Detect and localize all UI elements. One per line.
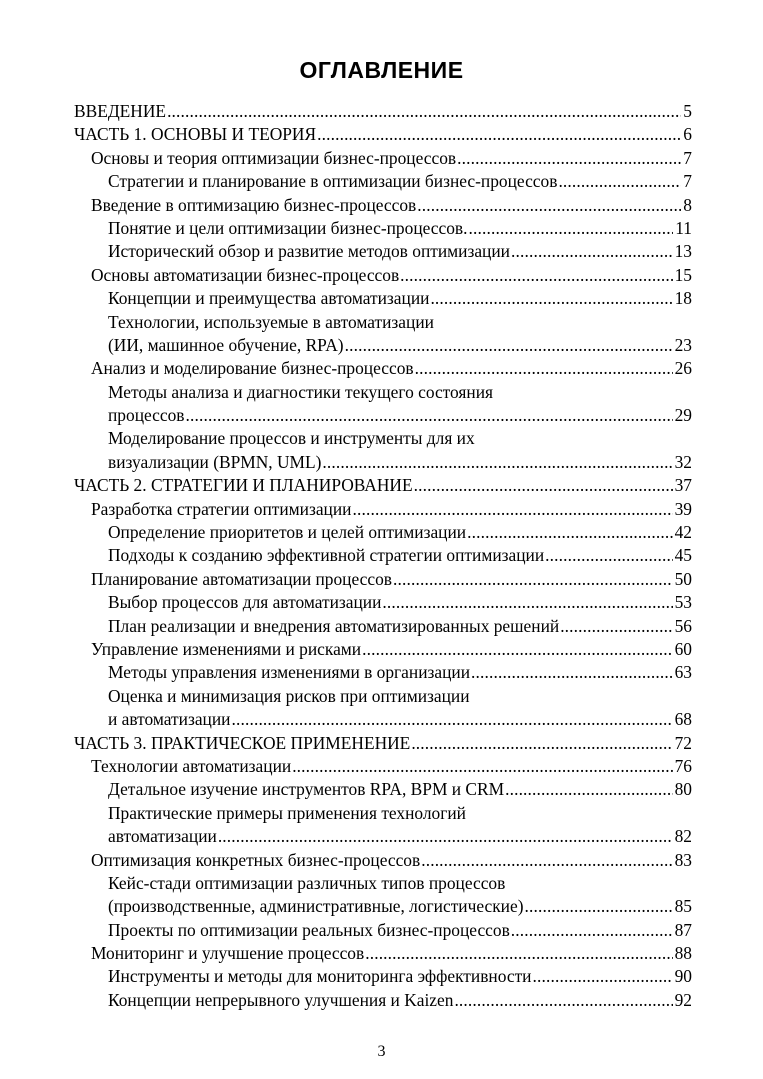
- toc-entry-lead: Кейс-стади оптимизации различных типов процессов: [108, 872, 506, 893]
- toc-entry-title: Основы и теория оптимизации бизнес-процессов: [91, 147, 457, 168]
- toc-entry[interactable]: [74, 989, 692, 1012]
- dot-leader: [317, 123, 681, 146]
- toc-entry-title: Технологии автоматизации: [91, 755, 292, 776]
- dot-leader: [511, 919, 673, 942]
- toc-entry-page: 90: [674, 966, 692, 987]
- toc-entry[interactable]: [74, 123, 692, 146]
- dot-leader: [322, 451, 672, 474]
- toc-entry-title: ВВЕДЕНИЕ: [74, 101, 167, 121]
- dot-leader: [533, 965, 673, 988]
- toc-entry-title: визуализации (BPMN, UML): [108, 451, 322, 472]
- dot-leader: [365, 942, 672, 965]
- dot-leader: [421, 849, 672, 872]
- toc-entry-title: Инструменты и методы для мониторинга эффективности: [108, 966, 532, 987]
- toc-entry-title: Введение в оптимизацию бизнес-процессов: [91, 194, 417, 215]
- dot-leader: [454, 989, 672, 1012]
- toc-entry-title: автоматизации: [108, 826, 217, 847]
- toc-entry[interactable]: [74, 287, 692, 310]
- toc-entry[interactable]: [74, 778, 692, 801]
- dot-leader: [457, 147, 681, 170]
- toc-entry-page: 7: [683, 147, 692, 168]
- toc-entry-page: 37: [674, 475, 692, 496]
- toc-entry-title: и автоматизации: [108, 709, 231, 730]
- toc-entry-title: Исторический обзор и развитие методов оптимизации: [108, 241, 510, 262]
- toc-entry[interactable]: [74, 474, 692, 497]
- dot-leader: [560, 615, 672, 638]
- toc-entry-page: 56: [674, 615, 692, 636]
- toc-entry-page: 6: [683, 124, 692, 145]
- toc-entry-page: 76: [674, 755, 692, 776]
- toc-entry-page: 50: [674, 568, 692, 589]
- dot-leader: [186, 404, 673, 427]
- toc-entry-page: 92: [674, 989, 692, 1010]
- page-title: ОГЛАВЛЕНИЕ: [299, 57, 464, 83]
- toc-entry-title: ЧАСТЬ 3. ПРАКТИЧЕСКОЕ ПРИМЕНЕНИЕ: [74, 732, 411, 753]
- dot-leader: [411, 732, 672, 755]
- toc-entry[interactable]: [74, 147, 692, 170]
- toc-entry-title: процессов: [108, 405, 185, 426]
- toc-entry-page: 29: [674, 405, 692, 426]
- toc-entry-title: Понятие и цели оптимизации бизнес-процессов.: [108, 217, 468, 238]
- toc-entry-title: Выбор процессов для автоматизации: [108, 592, 382, 613]
- table-of-contents: [74, 100, 692, 1012]
- dot-leader: [414, 474, 673, 497]
- toc-entry[interactable]: [74, 100, 692, 123]
- toc-entry-page: 83: [674, 849, 692, 870]
- toc-entry-lead: Оценка и минимизация рисков при оптимизации: [108, 685, 470, 706]
- toc-entry[interactable]: [74, 755, 692, 778]
- toc-entry[interactable]: [74, 895, 692, 918]
- toc-entry-title: Подходы к созданию эффективной стратегии оптимизации: [108, 545, 545, 566]
- dot-leader: [430, 287, 672, 310]
- toc-entry-title: Определение приоритетов и целей оптимизации: [108, 522, 467, 543]
- dot-leader: [511, 240, 673, 263]
- toc-entry-page: 5: [683, 101, 692, 121]
- toc-entry[interactable]: [74, 591, 692, 614]
- dot-leader: [362, 638, 673, 661]
- toc-entry-page: 82: [674, 826, 692, 847]
- toc-entry-lead: Моделирование процессов и инструменты для их: [108, 428, 475, 449]
- toc-entry-page: 87: [674, 919, 692, 940]
- dot-leader: [400, 264, 672, 287]
- dot-leader: [525, 895, 673, 918]
- toc-entry-title: Стратегии и планирование в оптимизации бизнес-процессов: [108, 171, 558, 192]
- toc-entry-page: 26: [674, 358, 692, 379]
- toc-entry[interactable]: [74, 661, 692, 684]
- toc-entry[interactable]: [74, 965, 692, 988]
- toc-entry-title: Мониторинг и улучшение процессов: [91, 943, 365, 964]
- toc-entry-title: Проекты по оптимизации реальных бизнес-процессов: [108, 919, 510, 940]
- toc-entry[interactable]: [74, 568, 692, 591]
- toc-entry[interactable]: [74, 264, 692, 287]
- toc-entry[interactable]: [74, 217, 692, 240]
- toc-entry-title: Концепции непрерывного улучшения и Kaizen: [108, 989, 454, 1010]
- toc-entry[interactable]: [74, 194, 692, 217]
- toc-entry-title: Детальное изучение инструментов RPA, BPM и CRM: [108, 779, 505, 800]
- toc-entry-title: Управление изменениями и рисками: [91, 638, 362, 659]
- dot-leader: [382, 591, 672, 614]
- toc-entry-title: Методы управления изменениями в организации: [108, 662, 471, 683]
- toc-entry-title: Концепции и преимущества автоматизации: [108, 288, 430, 309]
- toc-entry[interactable]: [74, 170, 692, 193]
- dot-leader: [467, 521, 673, 544]
- toc-entry-page: 23: [674, 334, 692, 355]
- toc-entry[interactable]: [74, 404, 692, 427]
- toc-entry[interactable]: [74, 357, 692, 380]
- toc-entry[interactable]: [74, 825, 692, 848]
- toc-entry[interactable]: [74, 615, 692, 638]
- dot-leader: [218, 825, 673, 848]
- toc-entry[interactable]: [74, 521, 692, 544]
- toc-entry[interactable]: [74, 638, 692, 661]
- toc-entry-page: 53: [674, 592, 692, 613]
- dot-leader: [167, 100, 681, 123]
- toc-entry[interactable]: [74, 942, 692, 965]
- dot-leader: [417, 194, 681, 217]
- toc-entry-page: 45: [674, 545, 692, 566]
- toc-entry[interactable]: [74, 451, 692, 474]
- toc-entry-title: ЧАСТЬ 1. ОСНОВЫ И ТЕОРИЯ: [74, 124, 317, 145]
- toc-entry-page: 32: [674, 451, 692, 472]
- toc-entry-page: 8: [683, 194, 692, 215]
- dot-leader: [505, 778, 673, 801]
- toc-entry-page: 18: [674, 288, 692, 309]
- toc-entry[interactable]: [74, 919, 692, 942]
- toc-entry-page: 7: [683, 171, 692, 192]
- dot-leader: [231, 708, 672, 731]
- toc-entry-title: ЧАСТЬ 2. СТРАТЕГИИ И ПЛАНИРОВАНИЕ: [74, 475, 413, 496]
- toc-entry-title: Разработка стратегии оптимизации: [91, 498, 352, 519]
- dot-leader: [468, 217, 673, 240]
- toc-entry-page: 85: [674, 896, 692, 917]
- toc-entry[interactable]: [74, 544, 692, 567]
- dot-leader: [558, 170, 681, 193]
- toc-entry-title: Анализ и моделирование бизнес-процессов: [91, 358, 414, 379]
- toc-entry-title: (ИИ, машинное обучение, RPA): [108, 334, 344, 355]
- toc-entry-page: 11: [675, 217, 692, 238]
- toc-entry-lead: Методы анализа и диагностики текущего состояния: [108, 381, 494, 402]
- toc-entry-title: Планирование автоматизации процессов: [91, 568, 392, 589]
- dot-leader: [345, 334, 673, 357]
- toc-entry[interactable]: [74, 708, 692, 731]
- toc-entry[interactable]: [74, 849, 692, 872]
- toc-entry-page: 13: [674, 241, 692, 262]
- toc-entry[interactable]: [74, 498, 692, 521]
- toc-entry-lead: Практические примеры применения технологий: [108, 802, 466, 823]
- dot-leader: [545, 544, 672, 567]
- toc-entry-page: 39: [674, 498, 692, 519]
- dot-leader: [393, 568, 673, 591]
- toc-entry-page: 88: [674, 943, 692, 964]
- toc-entry[interactable]: [74, 334, 692, 357]
- toc-entry-page: 15: [674, 264, 692, 285]
- toc-entry-page: 72: [674, 732, 692, 753]
- toc-entry-page: 68: [674, 709, 692, 730]
- toc-entry-title: Основы автоматизации бизнес-процессов: [91, 264, 400, 285]
- dot-leader: [415, 357, 673, 380]
- toc-entry-title: План реализации и внедрения автоматизированных решений: [108, 615, 560, 636]
- dot-leader: [292, 755, 672, 778]
- toc-entry-title: Оптимизация конкретных бизнес-процессов: [91, 849, 421, 870]
- toc-entry[interactable]: [74, 240, 692, 263]
- toc-entry-page: 63: [674, 662, 692, 683]
- toc-entry-page: 42: [674, 522, 692, 543]
- toc-entry[interactable]: [74, 732, 692, 755]
- dot-leader: [471, 661, 673, 684]
- toc-entry-lead: Технологии, используемые в автоматизации: [108, 311, 434, 332]
- page-number: 3: [377, 1043, 386, 1060]
- dot-leader: [352, 498, 672, 521]
- toc-entry-page: 60: [674, 638, 692, 659]
- toc-entry-page: 80: [674, 779, 692, 800]
- toc-entry-title: (производственные, административные, логистические): [108, 896, 524, 917]
